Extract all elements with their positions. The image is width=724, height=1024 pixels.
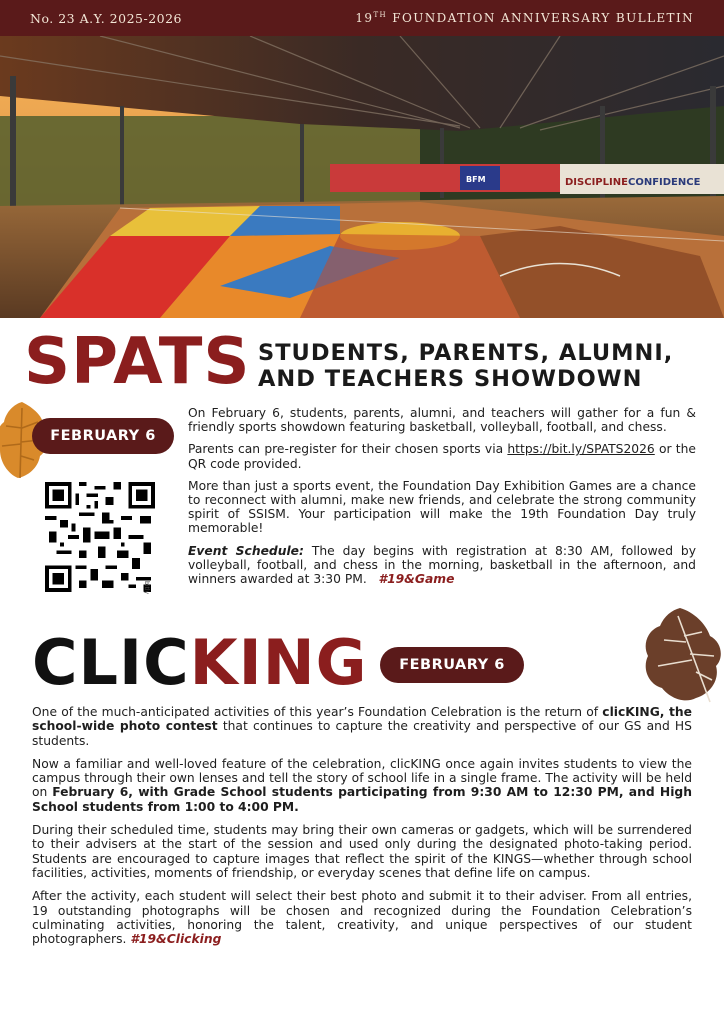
clicking-paragraph-3: During their scheduled time, students may bring their own cameras or gadgets, which will be surrendered to their advisers at the start of the session and used only during the designated photo-taking period. Students are encouraged to capture images that reflect the spirit of the KINGS—whether through school facilities, activities, moments of friendship, or everyday scenes that define life on campus. (32, 823, 692, 880)
banner-confidence: CONFIDENCE (628, 177, 701, 188)
brown-leaf-icon (640, 602, 724, 706)
register-link[interactable]: https://bit.ly/SPATS2026 (507, 442, 655, 457)
clicking-p2-a: Now a familiar and well-loved feature of the celebration, clicKING once again invites students to view the campus through their own lenses and tell the story of school life in a single frame. The activity will be held on (32, 756, 692, 800)
banner-bfm: BFM (466, 175, 486, 184)
clicking-p1-a: One of the much-anticipated activities of this year’s Foundation Celebration is the return of (32, 705, 603, 719)
clicking-title (32, 626, 368, 699)
event-schedule-text: The day begins with registration at 8:30 AM, followed by volleyball, football, and chess in the morning, basketball in the afternoon, and winners awarded at 3:30 PM. (188, 543, 696, 587)
clicking-p4-text: After the activity, each student will select their best photo and submit it to their adviser. From all entries, 19 outstanding photographs will be chosen and recognized during the Foundation Celebration’s culminating activities, honoring the talent, creativity, and unique perspectives of our student photographers. (32, 889, 692, 947)
spats-p2-after: or the QR code provided. (188, 442, 696, 471)
clicking-hashtag: #19&Clicking (130, 932, 222, 947)
clicking-paragraph-1 (32, 705, 692, 748)
spats-paragraph-1: On February 6, students, parents, alumni, and teachers will gather for a fun & friendly sports showdown featuring basketball, volleyball, football, and chess. (188, 406, 696, 435)
bulletin-suffix: TH (373, 11, 388, 19)
qr-tag: bitly (143, 580, 151, 595)
clicking-paragraph-2 (32, 757, 692, 814)
qr-code[interactable] (45, 482, 155, 595)
top-bar (0, 0, 724, 36)
bulletin-title (355, 11, 694, 25)
bulletin-number: 19 (355, 11, 374, 25)
hero-gym-photo (0, 36, 724, 318)
spats-hashtag: #19&Game (378, 572, 455, 587)
clicking-title-b: KING (189, 626, 368, 699)
event-schedule-label: Event Schedule: (188, 543, 304, 558)
spats-subtitle (258, 340, 708, 392)
clicking-p2-bold: February 6, with Grade School students participating from 9:30 AM to 12:30 PM, and High School students from 1:00 to 4:00 PM. (32, 785, 692, 814)
spats-p2-before: Parents can pre-register for their chosen sports via (188, 442, 508, 457)
banner-discipline: DISCIPLINE (565, 177, 628, 188)
clicking-p1-bold: clicKING, the school-wide photo contest (32, 705, 692, 734)
clicking-paragraph-4 (32, 889, 692, 946)
spats-subtitle-line2: AND TEACHERS SHOWDOWN (258, 366, 643, 392)
spats-title: SPATS (24, 325, 251, 399)
spats-paragraph-4 (188, 544, 696, 587)
clicking-date-badge: FEBRUARY 6 (380, 647, 524, 683)
spats-body (188, 406, 696, 594)
clicking-body (32, 705, 692, 955)
bulletin-text: FOUNDATION ANNIVERSARY BULLETIN (387, 11, 694, 25)
spats-paragraph-3: More than just a sports event, the Foundation Day Exhibition Games are a chance to reconnect with alumni, make new friends, and celebrate the strong community spirit of SSISM. Your participation will make the 19th Foundation Day truly memorable! (188, 478, 696, 536)
spats-paragraph-2 (188, 442, 696, 470)
clicking-p1-b: that continues to capture the creativity and perspective of our GS and HS students. (32, 719, 692, 748)
spats-subtitle-line1: STUDENTS, PARENTS, ALUMNI, (258, 340, 674, 366)
spats-date-badge: FEBRUARY 6 (32, 418, 174, 454)
issue-number: No. 23 A.Y. 2025-2026 (30, 10, 183, 26)
clicking-title-a: CLIC (32, 626, 190, 699)
